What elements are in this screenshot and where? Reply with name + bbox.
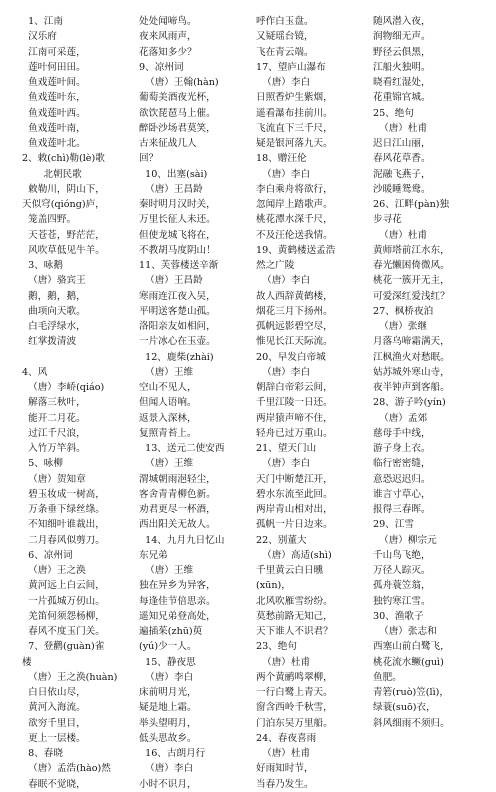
poem-line: 碧玉妆成一树高，: [22, 488, 105, 500]
poem-line: 谁言寸草心，: [373, 488, 431, 500]
poem-line: 惟见长江天际流。: [256, 336, 333, 348]
poem-line: 然之广陵: [256, 260, 295, 271]
poem-line: （唐）李白: [256, 366, 311, 378]
poem-line: 欲穷千里目，: [22, 717, 86, 729]
poem-line: 但使龙城飞将在，: [139, 229, 216, 241]
poem-line: 复照青苔上。: [139, 427, 197, 439]
poem-line: （唐）柳宗元: [373, 534, 437, 546]
poem-line: 白日依山尽，: [22, 687, 86, 698]
poem-line: 鱼肥。: [373, 671, 402, 683]
poem-line: 但闻人语响。: [139, 397, 197, 409]
poem-line: 碧水东流至此回。: [256, 488, 333, 500]
poem-line: 3、咏鹅: [22, 260, 63, 271]
poem-line: 鹅，鹅，鹅，: [22, 290, 86, 302]
poem-line: 千里江陵一日还。: [256, 397, 333, 409]
poem-line: 鱼戏莲叶东，: [22, 92, 86, 104]
poem-line: 黄师塔前江水东，: [373, 244, 450, 256]
poem-line: （唐）李白: [139, 671, 194, 683]
poem-line: 遥知兄弟登高处，: [139, 610, 216, 622]
poem-line: （唐）王维: [139, 458, 194, 470]
poem-line: 万条垂下绿丝绦。: [22, 504, 105, 515]
poem-line: （唐）李白: [256, 275, 311, 287]
poem-line: 千山鸟飞绝，: [373, 549, 431, 561]
poem-line: 朝辞白帝彩云间，: [256, 382, 333, 393]
poem-line: 30、渔歌子: [373, 610, 424, 622]
poem-line: 回？: [139, 153, 159, 165]
poem-line: 慈母手中线，: [373, 427, 431, 439]
poem-line: 10、出塞(sài): [139, 168, 208, 180]
poem-line: 平明送客楚山孤。: [139, 305, 216, 317]
poem-column-1: [22, 14, 124, 792]
poem-line: 空山不见人，: [139, 382, 197, 393]
poem-line: （唐）张志和: [373, 626, 437, 637]
poem-line: 不及汪伦送我情。: [256, 229, 333, 241]
poem-line: 18、赠汪伦: [256, 153, 307, 165]
poem-line: 25、绝句: [373, 107, 414, 119]
poem-line: （唐）王之涣: [22, 565, 86, 576]
poem-line: （唐）李白: [256, 458, 311, 470]
poem-line: 22、别董大: [256, 534, 307, 546]
poem-line: 14、九月九日忆山: [139, 534, 225, 546]
poem-line: 每逢佳节倍思亲。: [139, 595, 216, 607]
poem-line: 26、江畔(pàn)独: [373, 199, 450, 210]
poem-line: 20、早发白帝城: [256, 351, 326, 363]
poem-line: 报得三春晖。: [373, 504, 431, 515]
poem-line: 随风潜入夜，: [373, 16, 431, 27]
poem-line: 鱼戏莲叶南，: [22, 122, 86, 134]
poem-line: 7、登鹳(guàn)雀: [22, 641, 105, 653]
poem-line: （唐）李白: [139, 763, 194, 775]
poem-line: （唐）骆宾王: [22, 275, 86, 287]
poem-line: 处处闻啼鸟。: [139, 16, 197, 27]
poem-line: 月落乌啼霜满天，: [373, 336, 450, 348]
poem-line: 当春乃发生。: [256, 778, 314, 790]
poem-line: 16、古朗月行: [139, 748, 206, 759]
poem-line: 北朝民歌: [22, 168, 82, 180]
poem-line: 秦时明月汉时关，: [139, 199, 216, 210]
poem-line: 两岸猿声啼不住，: [256, 412, 333, 424]
poem-line: 客舍青青柳色新。: [139, 488, 216, 500]
poem-line: 15、静夜思: [139, 656, 196, 668]
poem-line: 呼作白玉盘。: [256, 16, 314, 27]
poem-line: 返景入深林，: [139, 412, 197, 424]
poem-line: 门泊东吴万里船。: [256, 717, 333, 729]
poem-line: 春光懒困倚微风。: [373, 260, 450, 271]
poem-line: 27、枫桥夜泊: [373, 305, 434, 317]
poem-line: 鱼戏莲叶西。: [22, 107, 86, 119]
poem-line: 遍插茱(zhū)萸: [139, 626, 203, 637]
poem-line: 28、游子吟(yín): [373, 397, 446, 409]
poem-line: 烟花三月下扬州。: [256, 305, 333, 317]
poem-line: （唐）高适(shì): [256, 549, 332, 561]
poem-line: 12、鹿柴(zhài): [139, 351, 214, 363]
poem-line: 江船火独明。: [373, 61, 431, 73]
poem-line: 鱼戏莲叶北。: [22, 138, 86, 149]
poem-line: （唐）王昌龄: [139, 275, 203, 287]
poem-line: 天苍苍，野茫茫，: [22, 229, 105, 241]
poem-line: 低头思故乡。: [139, 732, 197, 744]
poem-line: 天门中断楚江开，: [256, 473, 333, 485]
poem-line: 醉卧沙场君莫笑，: [139, 122, 216, 134]
poem-line: 晓看红湿处，: [373, 77, 431, 88]
poem-line: 青箬(ruò)笠(lì)，: [373, 687, 450, 698]
poem-line: 过江千尺浪，: [22, 427, 86, 439]
poem-line: 润物细无声。: [373, 31, 431, 43]
poem-line: 花重锦官城。: [373, 92, 431, 104]
poem-line: 意恐迟迟归。: [373, 473, 431, 485]
poem-line: 李白乘舟将欲行，: [256, 183, 333, 195]
poem-line: 桃花一簇开无主，: [373, 275, 450, 287]
poem-line: 北风吹雁雪纷纷。: [256, 595, 333, 607]
poem-line: 11、芙蓉楼送辛渐: [139, 260, 219, 271]
poem-line: 床前明月光，: [139, 687, 197, 698]
poem-line: 万里长征人未还。: [139, 214, 216, 226]
poem-line: 江南可采莲，: [22, 46, 86, 58]
poem-column-2: [139, 14, 241, 792]
poem-line: 独钓寒江雪。: [373, 595, 431, 607]
poem-column-4: [373, 14, 475, 731]
poem-line: 鱼戏莲叶间。: [22, 77, 86, 88]
poem-line: [22, 350, 124, 365]
poem-line: 西出阳关无故人。: [139, 519, 216, 531]
poem-line: 沙暖睡鸳鸯。: [373, 183, 431, 195]
poem-line: 举头望明月，: [139, 717, 197, 729]
poem-line: 东兄弟: [139, 549, 168, 561]
poem-line: 不教胡马度阴山！: [139, 244, 216, 256]
poem-line: 风吹草低见牛羊。: [22, 244, 105, 256]
poem-line: 17、望庐山瀑布: [256, 61, 326, 73]
poem-line: 一片冰心在玉壶。: [139, 336, 216, 348]
poem-line: （唐）杜甫: [256, 748, 311, 759]
poem-line: 西塞山前白鹭飞，: [373, 641, 450, 653]
poem-line: 渭城朝雨浥轻尘，: [139, 473, 216, 485]
poem-line: （唐）李峤(qiáo): [22, 382, 105, 393]
poem-line: 万径人踪灭。: [373, 565, 431, 576]
poem-line: 夜来风雨声，: [139, 31, 197, 43]
poem-line: 疑是银河落九天。: [256, 138, 333, 149]
poem-line: 姑苏城外寒山寺，: [373, 366, 450, 378]
poem-line: 汉乐府: [22, 31, 57, 43]
poem-line: 两岸青山相对出，: [256, 504, 333, 515]
poem-line: 洛阳亲友如相问，: [139, 321, 216, 332]
poem-line: （唐）王之涣(huàn): [22, 671, 118, 683]
poem-line: 春风花草香。: [373, 153, 431, 165]
poem-line: 野径云俱黑，: [373, 46, 431, 58]
poem-line: 笼盖四野。: [22, 214, 77, 226]
poem-line: 劝君更尽一杯酒，: [139, 504, 216, 515]
poem-line: 曲项向天歌。: [22, 305, 86, 317]
poem-line: 莫愁前路无知己，: [256, 610, 333, 622]
poem-line: （唐）孟浩(hào)然: [22, 763, 111, 775]
poem-line: 解落三秋叶，: [22, 397, 86, 409]
poem-line: 春风不度玉门关。: [22, 626, 105, 637]
poem-line: 夜半钟声到客船。: [373, 382, 450, 393]
poem-line: 日照香炉生紫烟，: [256, 92, 333, 104]
poem-line: 两个黄鹂鸣翠柳，: [256, 671, 333, 683]
poem-line: 又疑瑶台镜，: [256, 31, 314, 43]
poem-line: 23、绝句: [256, 641, 297, 653]
poem-line: 19、黄鹤楼送孟浩: [256, 244, 336, 256]
poem-line: (xūn)，: [256, 580, 291, 592]
poem-line: 绿蓑(suō)衣，: [373, 702, 436, 714]
poem-line: 黄河入海流。: [22, 702, 86, 714]
poem-line: 游子身上衣。: [373, 443, 431, 454]
poem-line: 能开二月花。: [22, 412, 86, 424]
poem-line: 黄河远上白云间，: [22, 580, 105, 592]
poem-line: 孤舟蓑笠翁，: [373, 580, 431, 592]
poem-line: 步寻花: [373, 214, 402, 226]
poem-line: （唐）王昌龄: [139, 183, 203, 195]
poem-line: 迟日江山丽，: [373, 138, 431, 149]
poem-line: 21、望天门山: [256, 443, 317, 454]
poem-line: 泥融飞燕子，: [373, 168, 431, 180]
poem-line: 红掌拨清波: [22, 336, 77, 348]
poem-line: 羌笛何须怨杨柳，: [22, 610, 105, 622]
poem-line: 独在异乡为异客，: [139, 580, 216, 592]
poem-line: 9、凉州词: [139, 61, 184, 73]
poem-line: （唐）李白: [256, 77, 311, 88]
poem-line: 遥看瀑布挂前川。: [256, 107, 333, 119]
poem-line: 春眠不觉晓，: [22, 778, 86, 790]
poem-line: 不知细叶谁裁出，: [22, 519, 105, 531]
poem-line: 8、春晓: [22, 748, 63, 759]
poem-line: 好雨知时节，: [256, 763, 314, 775]
poem-line: 桃花潭水深千尺，: [256, 214, 333, 226]
poem-line: 2、敕(chì)勒(lè)歌: [22, 153, 105, 165]
poem-line: （唐）杜甫: [256, 656, 311, 668]
poem-line: 更上一层楼。: [22, 732, 86, 744]
poem-line: 古来征战几人: [139, 138, 197, 149]
poem-line: 斜风细雨不须归。: [373, 717, 450, 729]
poem-line: 轻舟已过万重山。: [256, 427, 333, 439]
poem-line: （唐）张继: [373, 321, 428, 332]
poem-line: 敕勒川，阴山下，: [22, 183, 105, 195]
poem-column-3: [256, 14, 358, 792]
poem-line: 二月春风似剪刀。: [22, 534, 105, 546]
poem-line: 飞流直下三千尺，: [256, 122, 333, 134]
poem-line: 13、送元二使安西: [139, 443, 225, 454]
poem-line: 楼: [22, 656, 32, 668]
poem-line: 可爱深红爱浅红？: [373, 290, 450, 302]
poem-line: 花落知多少？: [139, 46, 197, 58]
poem-line: （唐）王维: [139, 366, 194, 378]
poem-line: 4、风: [22, 366, 48, 378]
poem-line: 29、江雪: [373, 519, 414, 531]
poem-line: 小时不识月，: [139, 778, 197, 790]
poem-line: 一行白鹭上青天。: [256, 687, 333, 698]
poem-line: 24、春夜喜雨: [256, 732, 317, 744]
poem-line: 飞在青云端。: [256, 46, 314, 58]
poem-line: 忽闻岸上踏歌声。: [256, 199, 333, 210]
poem-line: 6、凉州词: [22, 549, 73, 561]
poem-line: 入竹万竿斜。: [22, 443, 86, 454]
poem-line: （唐）贺知章: [22, 473, 86, 485]
poem-line: 桃花流水鳜(guì): [373, 656, 444, 668]
poem-line: （唐）杜甫: [373, 229, 428, 241]
poem-line: 寒雨连江夜入吴，: [139, 290, 216, 302]
poem-line: 千里黄云白日曛: [256, 565, 324, 576]
poem-line: （唐）杜甫: [373, 122, 428, 134]
poem-line: 天下谁人不识君？: [256, 626, 333, 637]
poem-line: （唐）王维: [139, 565, 194, 576]
poem-line: 5、咏柳: [22, 458, 63, 470]
poem-line: （唐）王翰(hàn): [139, 77, 219, 88]
poem-line: 莲叶何田田。: [22, 61, 86, 73]
poem-line: 一片孤城万仞山。: [22, 595, 105, 607]
poem-line: 临行密密缝，: [373, 458, 431, 470]
poem-line: 1、江南: [22, 16, 63, 27]
poem-line: 孤帆远影碧空尽，: [256, 321, 333, 332]
poem-line: 疑是地上霜。: [139, 702, 197, 714]
poem-line: (yú)少一人。: [139, 641, 197, 653]
poem-line: 江枫渔火对愁眠。: [373, 351, 450, 363]
poem-line: 葡萄美酒夜光杯，: [139, 92, 216, 104]
poem-line: 故人西辞黄鹤楼，: [256, 290, 333, 302]
poem-line: 欲饮琵琶马上催。: [139, 107, 216, 119]
poem-line: （唐）孟郊: [373, 412, 428, 424]
poem-line: 窗含西岭千秋雪，: [256, 702, 333, 714]
poem-line: 白毛浮绿水，: [22, 321, 86, 332]
poem-line: 天似穹(qióng)庐，: [22, 199, 105, 210]
poem-line: 孤帆一片日边来。: [256, 519, 333, 531]
poem-line: （唐）李白: [256, 168, 311, 180]
